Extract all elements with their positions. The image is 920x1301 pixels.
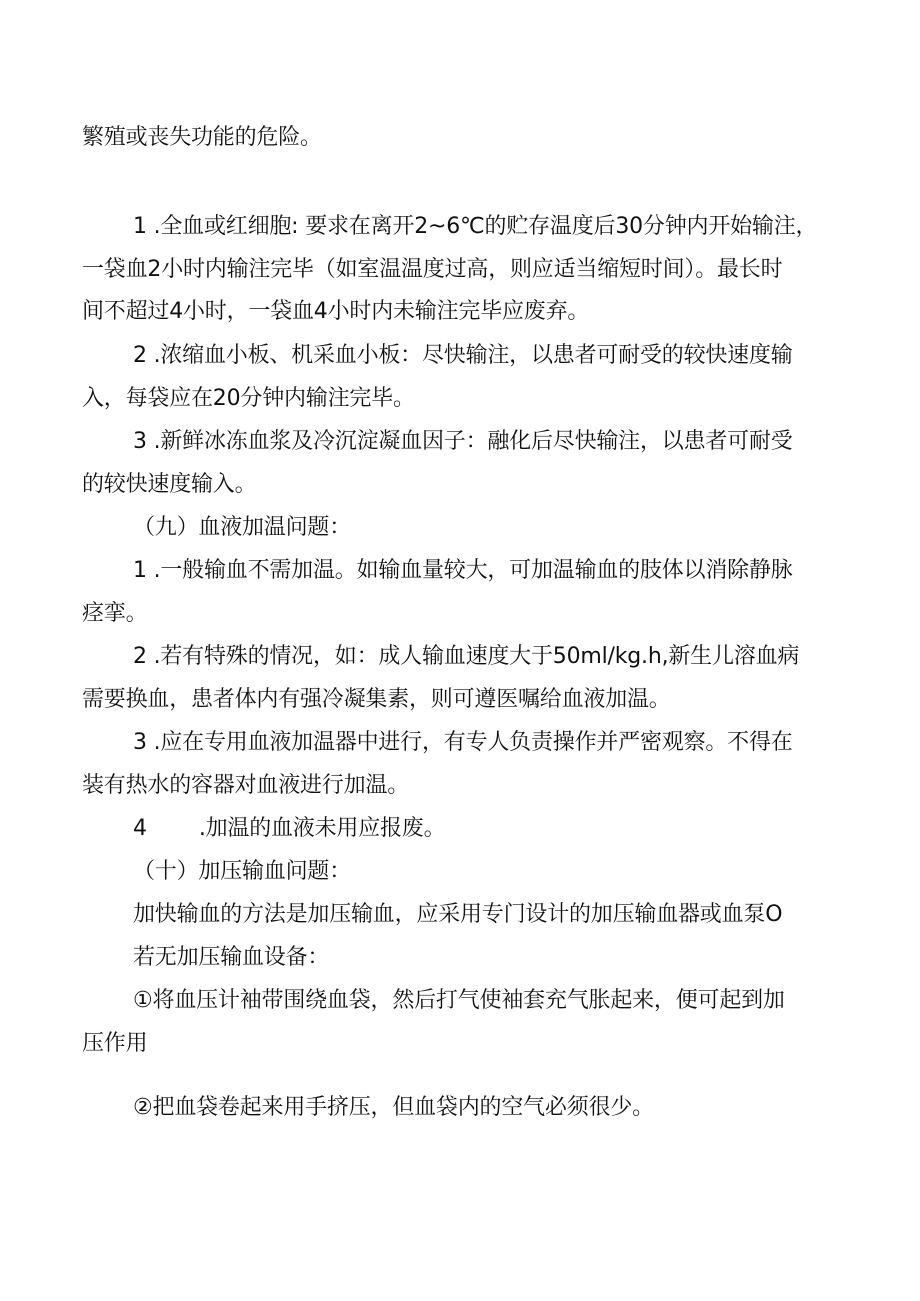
section-heading-10: （十）加压输血问题：	[133, 859, 352, 884]
text-line-5: 2 .浓缩血小板、机采血小板：尽快输注，以患者可耐受的较快速度输	[133, 343, 793, 368]
text-line-3: 一袋血2小时内输注完毕（如室温温度过高，则应适当缩短时间）。最长时	[82, 257, 783, 282]
text-line-12: 2 .若有特殊的情况，如：成人输血速度大于50ml/kg.h,新生儿溶血病	[133, 644, 800, 669]
section-heading-9: （九）血液加温问题：	[133, 515, 352, 540]
list-text: .加温的血液未用应报废。	[198, 816, 446, 841]
list-number: 4	[133, 816, 147, 841]
text-line-4: 间不超过4小时，一袋血4小时内未输注完毕应废弃。	[82, 299, 590, 324]
text-line-14: 3 .应在专用血液加温器中进行，有专人负责操作并严密观察。不得在	[133, 730, 793, 755]
text-line-8: 的较快速度输入。	[82, 472, 257, 497]
text-line-11: 痉挛。	[82, 601, 148, 626]
text-line-6: 入，每袋应在20分钟内输注完毕。	[82, 386, 415, 411]
text-line-13: 需要换血，患者体内有强冷凝集素，则可遵医嘱给血液加温。	[82, 687, 671, 712]
text-line-18: 加快输血的方法是加压输血，应采用专门设计的加压输血器或血泵O	[133, 902, 783, 927]
text-line-7: 3 .新鲜冰冻血浆及冷沉淀凝血因子：融化后尽快输注，以患者可耐受	[133, 429, 793, 454]
text-line-15: 装有热水的容器对血液进行加温。	[82, 773, 410, 798]
text-line-10: 1 .一般输血不需加温。如输血量较大，可加温输血的肢体以消除静脉	[133, 558, 793, 583]
text-line-20: ①将血压计袖带围绕血袋，然后打气使袖套充气胀起来，便可起到加	[133, 988, 785, 1013]
text-line-2: 1 .全血或红细胞: 要求在离开2~6℃的贮存温度后30分钟内开始输注，	[133, 214, 818, 239]
text-line-21: 压作用	[82, 1031, 148, 1056]
text-line-22: ②把血袋卷起来用手挤压，但血袋内的空气必须很少。	[133, 1095, 654, 1120]
text-line-1: 繁殖或丧失功能的危险。	[82, 125, 322, 150]
text-line-19: 若无加压输血设备：	[133, 945, 330, 970]
text-line-16	[133, 814, 445, 844]
